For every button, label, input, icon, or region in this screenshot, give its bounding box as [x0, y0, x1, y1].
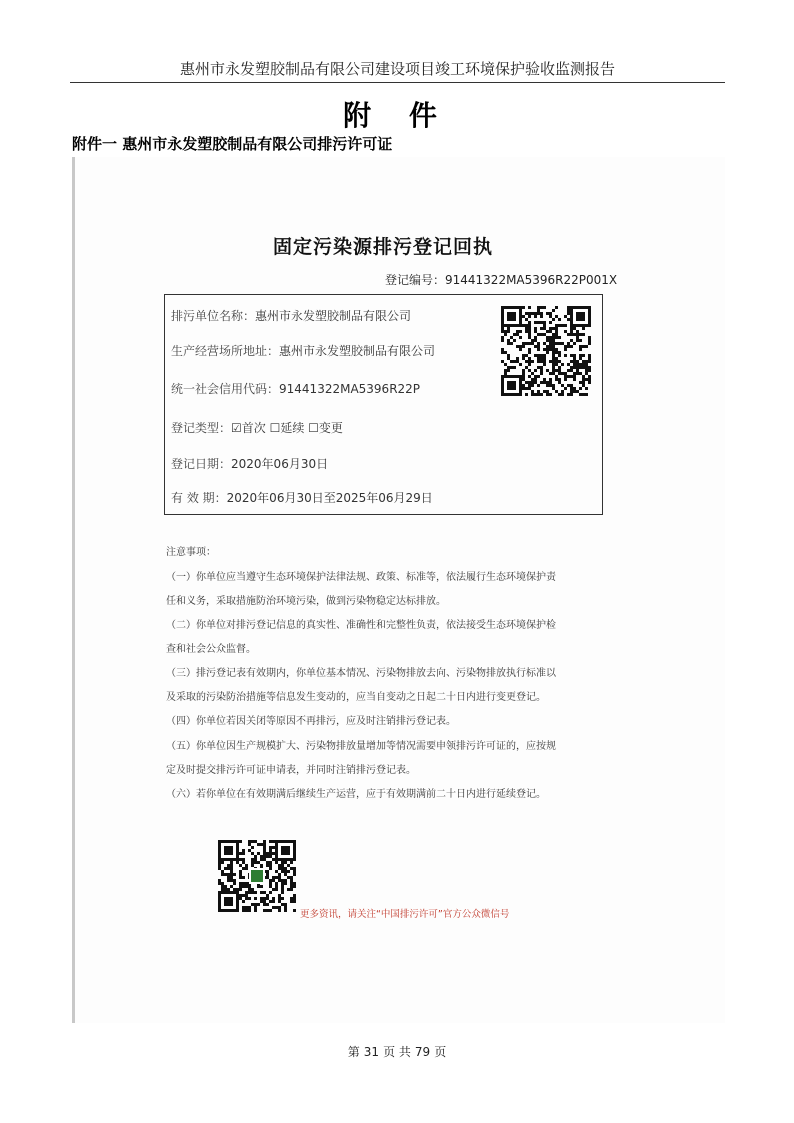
info-row-registration-type [171, 419, 343, 436]
info-label: 排污单位名称： [171, 309, 256, 323]
info-row-credit-code [171, 380, 420, 397]
notes-line: （五）你单位因生产规模扩大、污染物排放量增加等情况需要申领排污许可证的，应按规 [166, 741, 556, 752]
wechat-qr-code-icon [218, 840, 296, 916]
footer-page-number: 31 [363, 1045, 380, 1059]
info-row-registration-date [171, 455, 328, 472]
info-value: ☑首次 ☐延续 ☐变更 [231, 421, 343, 435]
notes-heading: 注意事项： [166, 547, 216, 558]
footer-suffix: 页 [434, 1045, 447, 1059]
info-label: 有 效 期： [171, 491, 227, 505]
notes-line: （二）你单位对排污登记信息的真实性、准确性和完整性负责，依法接受生态环境保护检 [166, 620, 556, 631]
info-row-unit-name [171, 307, 411, 324]
notes-line: 定及时提交排污许可证申请表，并同时注销排污登记表。 [166, 765, 416, 776]
notes-line: （一）你单位应当遵守生态环境保护法律法规、政策、标准等，依法履行生态环境保护责 [166, 572, 556, 583]
notes-line: （四）你单位若因关闭等原因不再排污，应及时注销排污登记表。 [166, 716, 456, 727]
attachment-title: 附件一 惠州市永发塑胶制品有限公司排污许可证 [72, 135, 393, 153]
info-value: 惠州市永发塑胶制品有限公司 [279, 344, 436, 358]
info-value: 91441322MA5396R22P [279, 382, 421, 396]
info-label: 生产经营场所地址： [171, 344, 280, 358]
footer-total-pages: 79 [414, 1045, 431, 1059]
notes-line: 任和义务，采取措施防治环境污染，做到污染物稳定达标排放。 [166, 596, 446, 607]
registration-number: 登记编号：91441322MA5396R22P001X [385, 273, 618, 287]
notes-line: （三）排污登记表有效期内，你单位基本情况、污染物排放去向、污染物排放执行标准以 [166, 668, 556, 679]
page-heading: 附 件 [343, 99, 451, 132]
footer-mid: 页 共 [383, 1045, 411, 1059]
info-value: 惠州市永发塑胶制品有限公司 [255, 309, 412, 323]
running-header: 惠州市永发塑胶制品有限公司建设项目竣工环境保护验收监测报告 [70, 58, 725, 83]
notes-line: 及采取的污染防治措施等信息发生变动的，应当自变动之日起二十日内进行变更登记。 [166, 692, 546, 703]
footer-prefix: 第 [347, 1045, 360, 1059]
info-label: 统一社会信用代码： [171, 382, 280, 396]
info-row-validity [171, 489, 433, 506]
info-label: 登记日期： [171, 457, 232, 471]
info-label: 登记类型： [171, 421, 232, 435]
notes-line: （六）若你单位在有效期满后继续生产运营，应于有效期满前二十日内进行延续登记。 [166, 789, 546, 800]
qr-caption: 更多资讯，请关注“中国排污许可”官方公众微信号 [300, 909, 510, 920]
info-value: 2020年06月30日 [231, 457, 329, 471]
registration-qr-code-icon [501, 306, 591, 400]
page-footer [0, 1043, 794, 1060]
info-value: 2020年06月30日至2025年06月29日 [226, 491, 433, 505]
notes-line: 查和社会公众监督。 [166, 644, 256, 655]
info-row-address [171, 342, 435, 359]
receipt-title: 固定污染源排污登记回执 [272, 236, 493, 258]
